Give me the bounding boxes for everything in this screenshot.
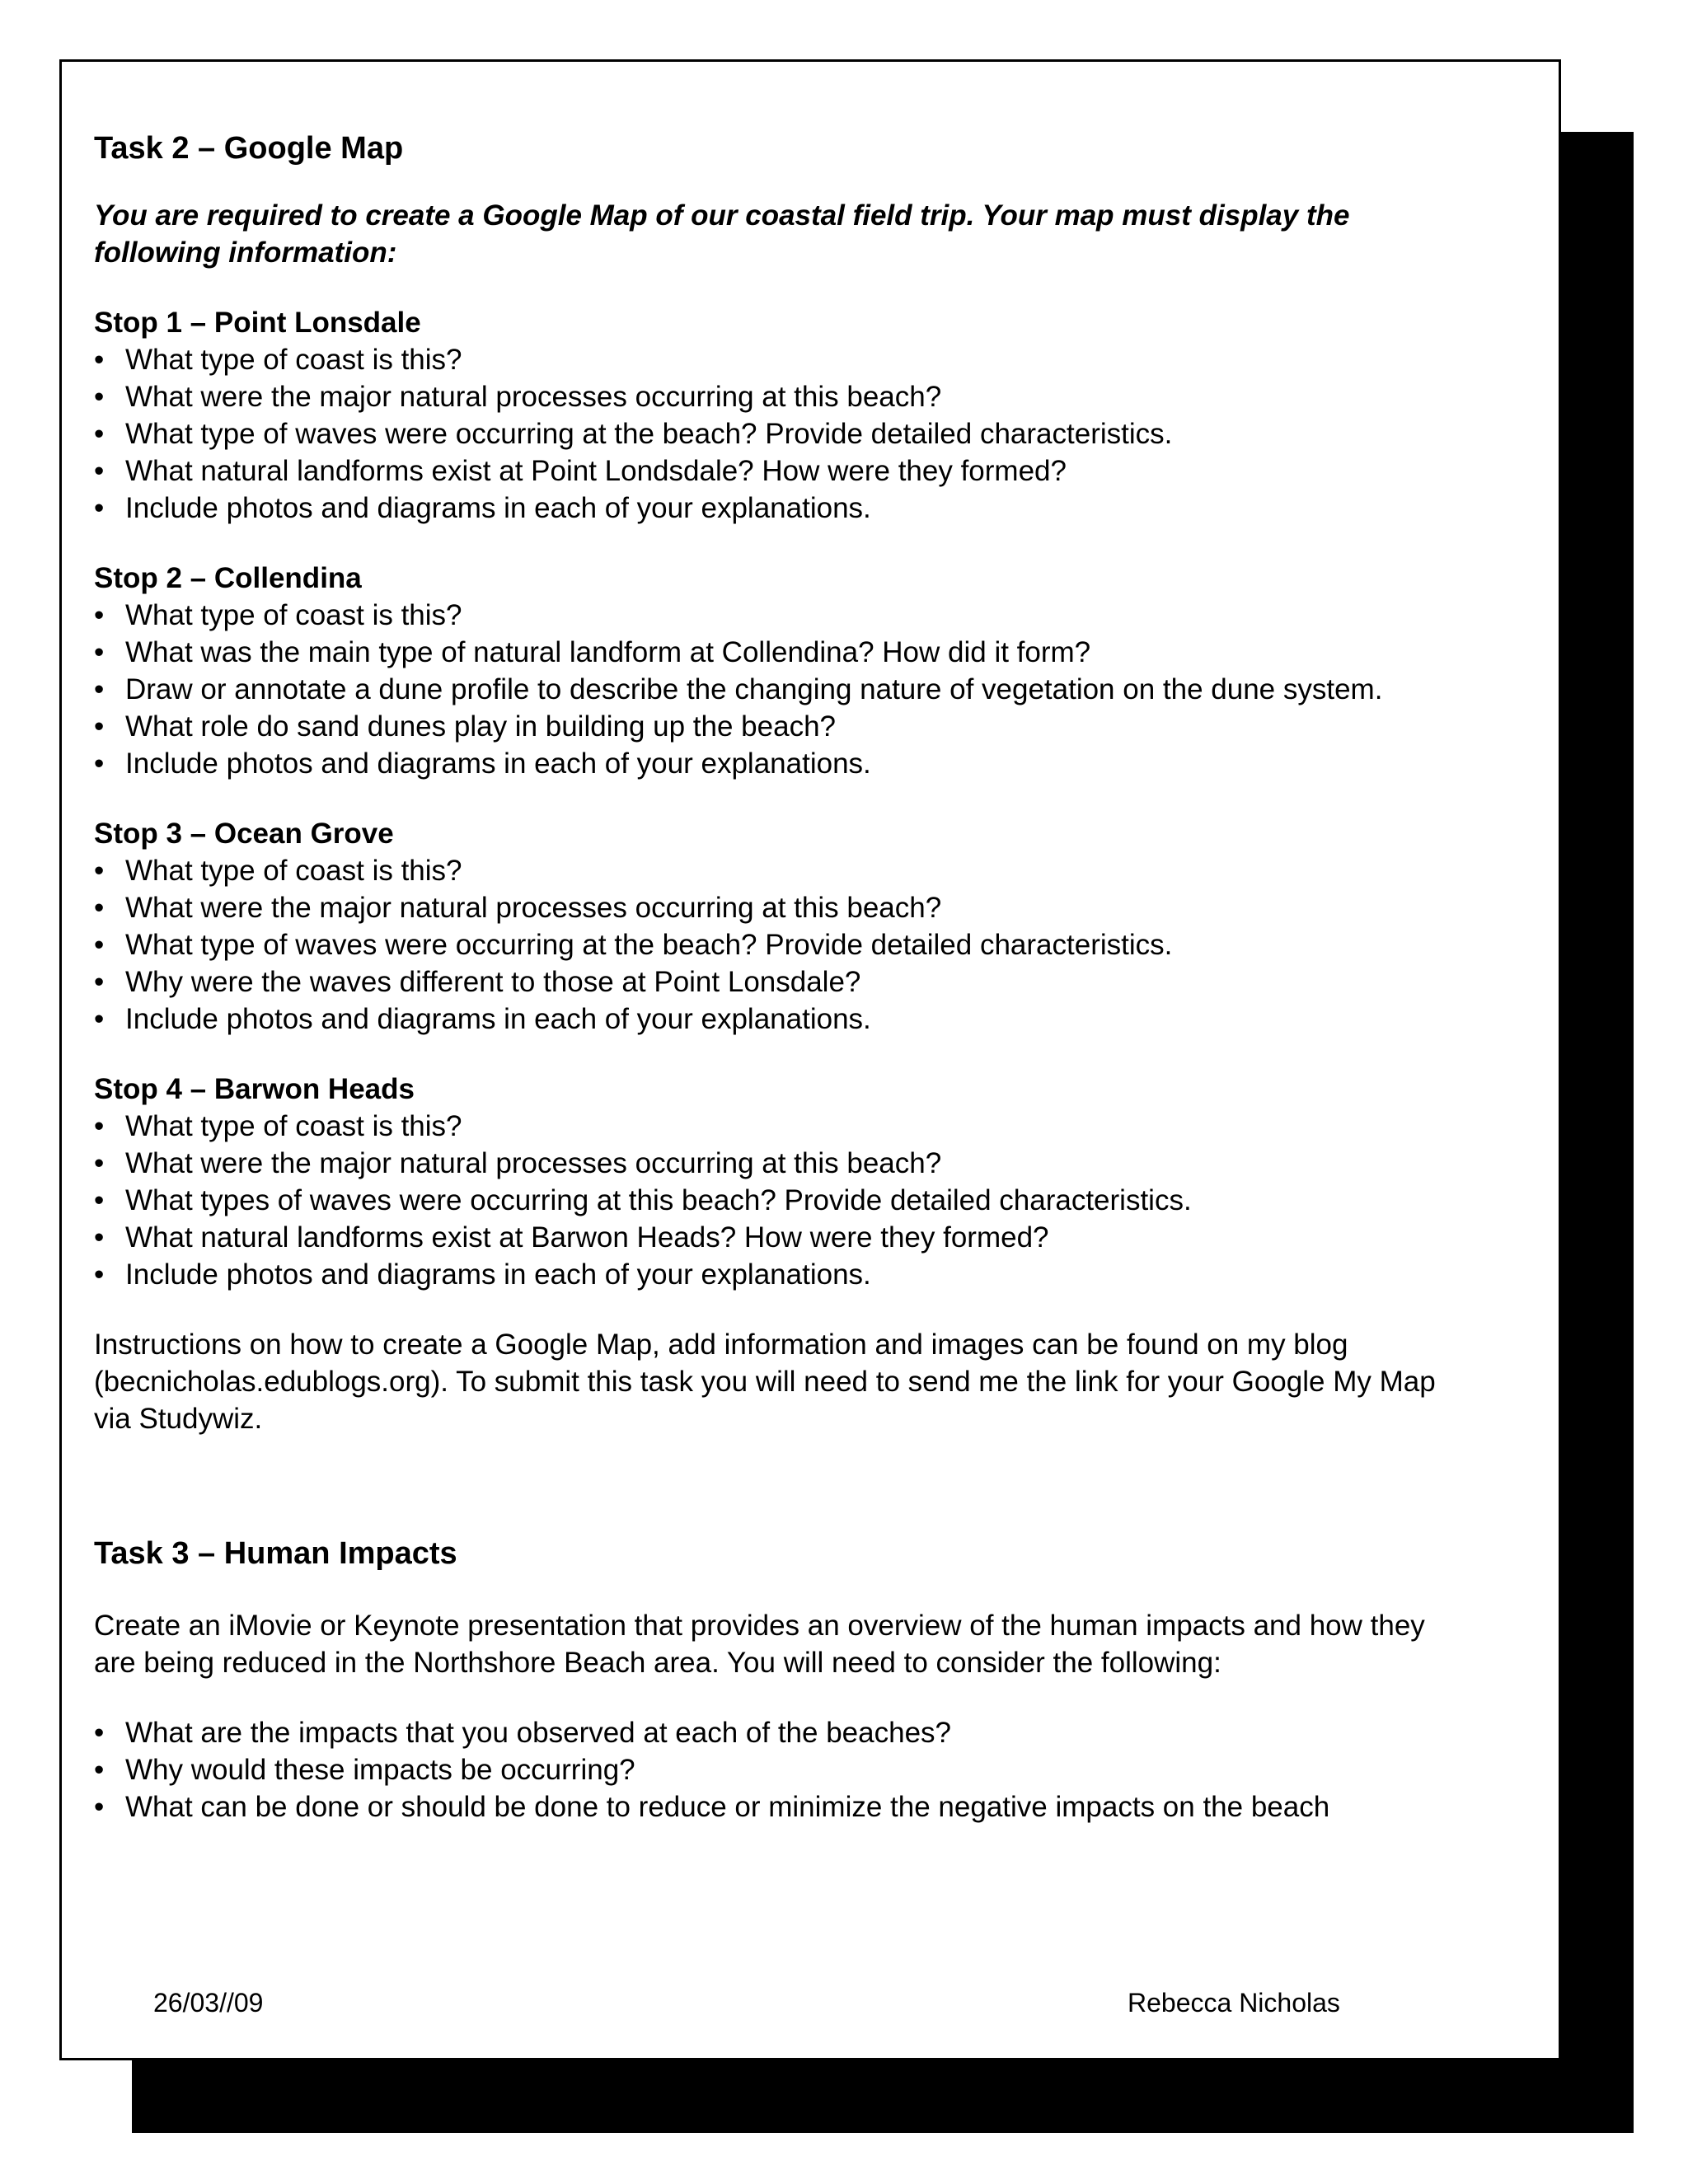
- list-item: • Include photos and diagrams in each of your explanations.: [94, 1256, 1462, 1293]
- list-item: • What role do sand dunes play in building up the beach?: [94, 708, 1462, 745]
- list-item: • What were the major natural processes occurring at this beach?: [94, 378, 1462, 415]
- list-item: • Why were the waves different to those at Point Lonsdale?: [94, 963, 1462, 1001]
- list-item: • What type of waves were occurring at the beach? Provide detailed characteristics.: [94, 926, 1462, 963]
- task3-title: Task 3 – Human Impacts: [94, 1536, 457, 1571]
- stop-title: Stop 4 – Barwon Heads: [94, 1073, 415, 1105]
- list-item: • What type of coast is this?: [94, 341, 1462, 378]
- list-item: • What were the major natural processes occurring at this beach?: [94, 889, 1462, 926]
- task3-question-list: [94, 1714, 1462, 1825]
- task3-intro: Create an iMovie or Keynote presentation that provides an overview of the human impacts and how they are being reduced in the Northshore Beach area. You will need to consider the following:: [94, 1610, 1425, 1679]
- stop-question-list: [94, 852, 1462, 1038]
- stop-question-list: [94, 597, 1462, 782]
- stop-section: [94, 560, 1462, 782]
- list-item: • What can be done or should be done to reduce or minimize the negative impacts on the beach: [94, 1788, 1462, 1825]
- document-content: [94, 128, 1462, 1825]
- list-item: • What type of waves were occurring at the beach? Provide detailed characteristics.: [94, 415, 1462, 452]
- list-item: • What were the major natural processes occurring at this beach?: [94, 1145, 1462, 1182]
- footer-date: 26/03//09: [153, 1988, 264, 2018]
- list-item: • What type of coast is this?: [94, 597, 1462, 634]
- list-item: • What type of coast is this?: [94, 1108, 1462, 1145]
- stop-section: [94, 815, 1462, 1038]
- task2-title: Task 2 – Google Map: [94, 131, 404, 166]
- list-item: • What type of coast is this?: [94, 852, 1462, 889]
- footer-author: Rebecca Nicholas: [1128, 1988, 1340, 2018]
- list-item: • Why would these impacts be occurring?: [94, 1751, 1462, 1788]
- list-item: • Include photos and diagrams in each of your explanations.: [94, 745, 1462, 782]
- stop-title: Stop 3 – Ocean Grove: [94, 818, 394, 850]
- list-item: • What types of waves were occurring at this beach? Provide detailed characteristics.: [94, 1182, 1462, 1219]
- list-item: • Include photos and diagrams in each of your explanations.: [94, 490, 1462, 527]
- list-item: • Include photos and diagrams in each of your explanations.: [94, 1001, 1462, 1038]
- stop-section: [94, 1071, 1462, 1293]
- list-item: • What are the impacts that you observed at each of the beaches?: [94, 1714, 1462, 1751]
- stop-title: Stop 2 – Collendina: [94, 562, 362, 594]
- task2-instructions: Instructions on how to create a Google Map, add information and images can be found on my blog (becnicholas.edublogs.org). To submit this task you will need to send me the link for your Google My Map via Studywiz.: [94, 1329, 1436, 1435]
- stop-question-list: [94, 341, 1462, 527]
- list-item: • What natural landforms exist at Point Londsdale? How were they formed?: [94, 452, 1462, 490]
- stop-title: Stop 1 – Point Lonsdale: [94, 307, 421, 339]
- list-item: • What natural landforms exist at Barwon Heads? How were they formed?: [94, 1219, 1462, 1256]
- stop-section: [94, 304, 1462, 527]
- list-item: • What was the main type of natural landform at Collendina? How did it form?: [94, 634, 1462, 671]
- stop-question-list: [94, 1108, 1462, 1293]
- task2-intro: You are required to create a Google Map of our coastal field trip. Your map must display the following information:: [94, 199, 1350, 269]
- list-item: • Draw or annotate a dune profile to describe the changing nature of vegetation on the dune system.: [94, 671, 1462, 708]
